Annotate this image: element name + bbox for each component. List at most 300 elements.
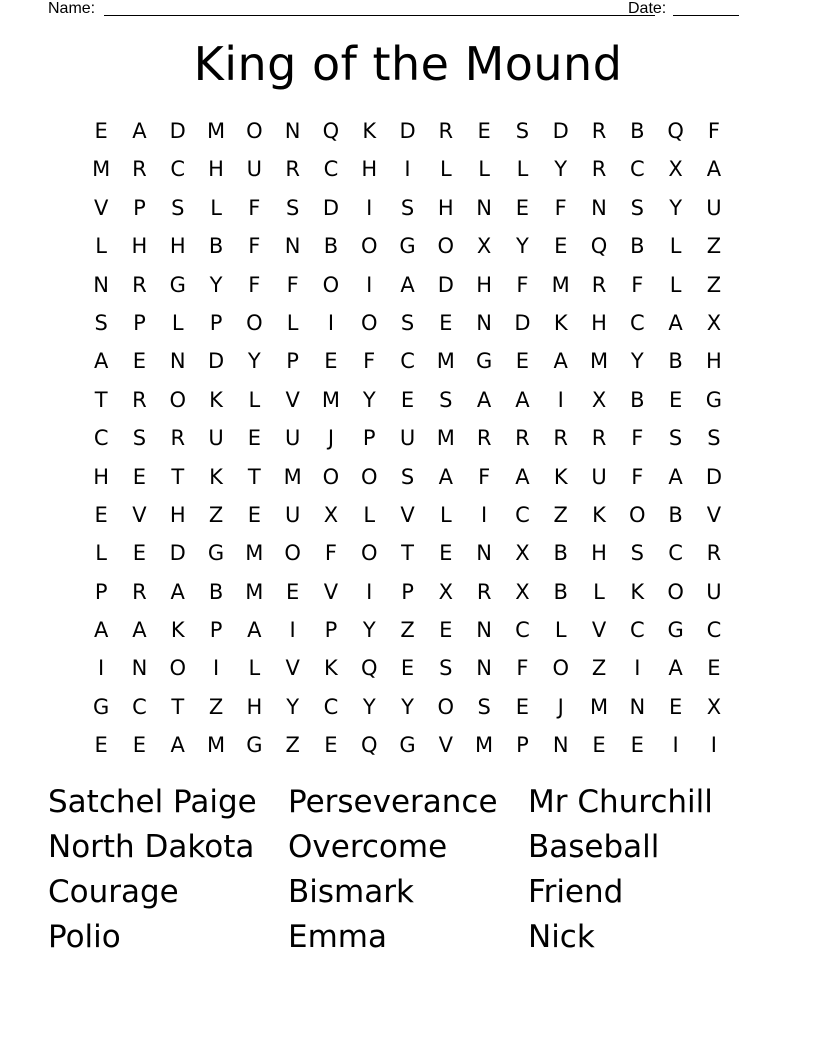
page-title: King of the Mound	[193, 37, 623, 91]
grid-letter[interactable]: C	[515, 502, 530, 527]
grid-letter[interactable]: Y	[286, 694, 300, 719]
grid-letter[interactable]: X	[323, 502, 339, 527]
grid-letter[interactable]: B	[668, 349, 683, 374]
grid-letter[interactable]: S	[94, 310, 108, 335]
grid-letter[interactable]: C	[515, 618, 530, 643]
grid-letter[interactable]: N	[591, 195, 607, 220]
grid-letter[interactable]: P	[324, 618, 338, 643]
grid-letter[interactable]: E	[592, 733, 606, 758]
grid-letter[interactable]: A	[247, 618, 262, 643]
grid-letter[interactable]: B	[208, 579, 224, 604]
grid-letter[interactable]: E	[285, 579, 300, 604]
grid-letter[interactable]: U	[706, 195, 722, 220]
grid-letter[interactable]: T	[171, 694, 185, 719]
grid-letter[interactable]: G	[399, 733, 416, 758]
grid-letter[interactable]: O	[246, 119, 263, 143]
grid-letter[interactable]: D	[399, 119, 416, 143]
grid-letter[interactable]: K	[209, 464, 223, 489]
grid-letter[interactable]: Z	[553, 502, 568, 527]
grid-letter[interactable]: E	[247, 502, 261, 527]
grid-letter[interactable]: K	[592, 502, 606, 527]
grid-letter[interactable]: N	[93, 272, 109, 297]
grid-row	[82, 227, 733, 265]
grid-letter[interactable]: P	[516, 733, 529, 758]
grid-letter[interactable]: L	[171, 310, 184, 335]
grid-letter[interactable]: A	[170, 579, 185, 604]
grid-letter[interactable]: X	[476, 234, 492, 259]
grid-letter[interactable]: S	[439, 387, 453, 412]
grid-letter[interactable]: Y	[362, 694, 376, 719]
grid-letter[interactable]: O	[246, 310, 263, 335]
grid-letter[interactable]: S	[515, 119, 530, 143]
grid-letter[interactable]: A	[706, 157, 722, 182]
grid-letter[interactable]: H	[93, 464, 110, 489]
grid-letter[interactable]: E	[324, 349, 338, 374]
grid-letter[interactable]: D	[169, 119, 186, 143]
grid-letter[interactable]: F	[248, 234, 261, 259]
grid-letter[interactable]: E	[668, 387, 683, 412]
grid-letter[interactable]: I	[327, 310, 335, 335]
grid-letter[interactable]: Y	[247, 349, 261, 374]
grid-letter[interactable]: R	[476, 426, 492, 451]
grid-letter[interactable]: I	[366, 579, 373, 604]
grid-letter[interactable]: M	[589, 349, 609, 374]
grid-letter[interactable]: O	[360, 234, 378, 259]
grid-letter[interactable]: R	[132, 579, 147, 604]
grid-letter[interactable]: F	[631, 272, 644, 297]
grid-letter[interactable]: I	[634, 656, 641, 681]
grid-letter[interactable]: L	[439, 502, 452, 527]
grid-letter[interactable]: M	[206, 119, 226, 143]
grid-letter[interactable]: Q	[360, 733, 378, 758]
grid-letter[interactable]: N	[169, 349, 186, 374]
grid-letter[interactable]: C	[668, 541, 683, 566]
grid-letter[interactable]: L	[95, 541, 107, 566]
grid-letter[interactable]: O	[552, 656, 569, 681]
grid-letter[interactable]: L	[478, 157, 490, 182]
grid-letter[interactable]: K	[324, 656, 338, 681]
grid-letter[interactable]: H	[591, 541, 607, 566]
grid-letter[interactable]: B	[323, 234, 339, 259]
grid-letter[interactable]: B	[553, 541, 568, 566]
grid-letter[interactable]: F	[516, 272, 529, 297]
grid-letter[interactable]: C	[170, 157, 186, 182]
grid-letter[interactable]: O	[360, 464, 378, 489]
grid-letter[interactable]: Z	[208, 694, 224, 719]
grid-letter[interactable]: X	[515, 579, 530, 604]
grid-letter[interactable]: R	[132, 157, 147, 182]
grid-letter[interactable]: N	[476, 195, 492, 220]
grid-letter[interactable]: F	[516, 656, 529, 681]
grid-letter[interactable]: A	[400, 272, 415, 297]
grid-letter[interactable]: R	[132, 387, 147, 412]
word-bank-item: North Dakota	[48, 829, 255, 865]
grid-letter[interactable]: X	[438, 579, 454, 604]
grid-letter[interactable]: V	[706, 502, 722, 527]
grid-letter[interactable]: I	[366, 195, 373, 220]
grid-letter[interactable]: E	[515, 694, 530, 719]
grid-letter[interactable]: T	[401, 541, 414, 566]
grid-letter[interactable]: L	[554, 618, 567, 643]
grid-letter[interactable]: U	[591, 464, 607, 489]
grid-letter[interactable]: O	[360, 541, 378, 566]
grid-letter[interactable]: D	[322, 195, 340, 220]
grid-letter[interactable]: S	[171, 195, 185, 220]
grid-letter[interactable]: K	[362, 119, 377, 143]
grid-letter[interactable]: E	[439, 541, 453, 566]
grid-letter[interactable]: M	[245, 541, 264, 566]
grid-letter[interactable]: C	[629, 618, 645, 643]
grid-letter[interactable]: F	[631, 426, 644, 451]
grid-letter[interactable]: D	[705, 464, 722, 489]
grid-letter[interactable]: K	[630, 579, 645, 604]
grid-letter[interactable]: K	[170, 618, 185, 643]
grid-letter[interactable]: I	[98, 656, 105, 681]
grid-letter[interactable]: V	[285, 656, 300, 681]
grid-letter[interactable]: H	[591, 310, 607, 335]
grid-letter[interactable]: F	[554, 195, 567, 220]
grid-letter[interactable]: F	[248, 272, 261, 297]
grid-letter[interactable]: X	[668, 157, 683, 182]
grid-letter[interactable]: L	[593, 579, 605, 604]
grid-letter[interactable]: S	[630, 195, 644, 220]
grid-letter[interactable]: P	[133, 310, 146, 335]
grid-letter[interactable]: R	[591, 426, 607, 451]
grid-letter[interactable]: O	[169, 387, 186, 412]
grid-letter[interactable]: Z	[706, 234, 722, 259]
grid-letter[interactable]: E	[400, 656, 415, 681]
grid-letter[interactable]: F	[286, 272, 299, 297]
grid-letter[interactable]: C	[629, 157, 645, 182]
grid-letter[interactable]: D	[207, 349, 225, 374]
grid-letter[interactable]: F	[631, 464, 644, 489]
grid-letter[interactable]: L	[439, 157, 452, 182]
grid-letter[interactable]: O	[667, 579, 684, 604]
grid-letter[interactable]: A	[668, 464, 683, 489]
grid-letter[interactable]: R	[591, 119, 607, 143]
grid-letter[interactable]: G	[169, 272, 186, 297]
grid-letter[interactable]: K	[553, 310, 568, 335]
grid-letter[interactable]: R	[706, 541, 722, 566]
date-blank-line[interactable]	[673, 15, 739, 16]
grid-letter[interactable]: H	[246, 694, 263, 719]
grid-letter[interactable]: N	[552, 733, 569, 758]
grid-letter[interactable]: G	[246, 733, 263, 758]
grid-letter[interactable]: L	[516, 157, 529, 182]
grid-letter[interactable]: Q	[322, 119, 340, 143]
grid-letter[interactable]: I	[557, 387, 564, 412]
grid-letter[interactable]: H	[131, 234, 148, 259]
grid-letter[interactable]: O	[284, 541, 301, 566]
grid-letter[interactable]: A	[132, 618, 147, 643]
grid-letter[interactable]: I	[672, 733, 679, 758]
grid-letter[interactable]: Y	[401, 694, 414, 719]
grid-letter[interactable]: S	[400, 195, 415, 220]
grid-letter[interactable]: S	[477, 694, 491, 719]
grid-letter[interactable]: P	[362, 426, 376, 451]
grid-letter[interactable]: E	[324, 733, 338, 758]
grid-letter[interactable]: M	[245, 579, 264, 604]
grid-letter[interactable]: E	[515, 349, 530, 374]
grid-letter[interactable]: S	[132, 426, 147, 451]
grid-letter[interactable]: H	[169, 234, 186, 259]
grid-letter[interactable]: C	[93, 426, 109, 451]
grid-letter[interactable]: E	[94, 119, 108, 143]
grid-letter[interactable]: T	[247, 464, 261, 489]
grid-letter[interactable]: Y	[669, 195, 683, 220]
grid-letter[interactable]: R	[132, 272, 147, 297]
grid-letter[interactable]: R	[591, 157, 607, 182]
grid-letter[interactable]: E	[94, 733, 108, 758]
grid-letter[interactable]: T	[171, 464, 185, 489]
grid-letter[interactable]: V	[591, 618, 607, 643]
grid-letter[interactable]: A	[93, 618, 109, 643]
grid-letter[interactable]: A	[132, 119, 147, 143]
grid-letter[interactable]: H	[208, 157, 224, 182]
grid-row	[82, 150, 733, 188]
grid-letter[interactable]: M	[551, 272, 570, 297]
grid-letter[interactable]: R	[285, 157, 300, 182]
grid-letter[interactable]: K	[209, 387, 223, 412]
grid-letter[interactable]: B	[630, 234, 645, 259]
grid-letter[interactable]: D	[552, 119, 569, 143]
grid-letter[interactable]: V	[132, 502, 147, 527]
grid-letter[interactable]: B	[668, 502, 683, 527]
grid-letter[interactable]: A	[668, 656, 683, 681]
grid-letter[interactable]: J	[327, 426, 335, 451]
grid-letter[interactable]: E	[439, 618, 453, 643]
grid-letter[interactable]: M	[206, 733, 226, 758]
grid-letter[interactable]: H	[437, 195, 454, 220]
grid-letter[interactable]: A	[515, 464, 530, 489]
grid-letter[interactable]: A	[438, 464, 453, 489]
grid-letter[interactable]: M	[589, 694, 609, 719]
grid-letter[interactable]: O	[437, 694, 455, 719]
grid-letter[interactable]: I	[710, 733, 717, 758]
name-label: Name:	[48, 0, 96, 17]
grid-letter[interactable]: E	[247, 426, 261, 451]
word-bank-item: Bismark	[288, 874, 414, 910]
grid-letter[interactable]: H	[706, 349, 722, 374]
grid-letter[interactable]: S	[707, 426, 721, 451]
grid-letter[interactable]: Y	[362, 387, 376, 412]
grid-letter[interactable]: Y	[362, 618, 376, 643]
grid-letter[interactable]: L	[248, 656, 261, 681]
grid-letter[interactable]: C	[706, 618, 722, 643]
grid-letter[interactable]: C	[323, 157, 339, 182]
grid-letter[interactable]: Z	[400, 618, 415, 643]
grid-letter[interactable]: Y	[209, 272, 223, 297]
grid-letter[interactable]: C	[132, 694, 147, 719]
grid-letter[interactable]: O	[169, 656, 186, 681]
grid-letter[interactable]: M	[283, 464, 302, 489]
grid-letter[interactable]: A	[93, 349, 109, 374]
grid-letter[interactable]: S	[400, 464, 415, 489]
grid-letter[interactable]: I	[481, 502, 488, 527]
grid-letter[interactable]: J	[557, 694, 564, 719]
grid-letter[interactable]: D	[437, 272, 454, 297]
grid-letter[interactable]: E	[132, 541, 147, 566]
grid-letter[interactable]: O	[437, 234, 455, 259]
grid-letter[interactable]: R	[170, 426, 186, 451]
grid-letter[interactable]: P	[209, 618, 223, 643]
grid-letter[interactable]: U	[706, 579, 722, 604]
grid-letter[interactable]: C	[323, 694, 339, 719]
grid-letter[interactable]: E	[515, 195, 530, 220]
word-bank-item: Perseverance	[288, 784, 498, 820]
grid-letter[interactable]: U	[284, 502, 301, 527]
grid-letter[interactable]: P	[286, 349, 299, 374]
grid-letter[interactable]: N	[476, 618, 492, 643]
grid-letter[interactable]: Y	[554, 157, 568, 182]
grid-letter[interactable]: B	[630, 119, 645, 143]
grid-letter[interactable]: F	[478, 464, 491, 489]
grid-letter[interactable]: L	[669, 272, 682, 297]
grid-letter[interactable]: C	[629, 310, 645, 335]
grid-letter[interactable]: Q	[667, 119, 684, 143]
grid-letter[interactable]: E	[132, 349, 147, 374]
grid-letter[interactable]: I	[366, 272, 373, 297]
grid-letter[interactable]: G	[207, 541, 225, 566]
grid-letter[interactable]: F	[363, 349, 376, 374]
grid-letter[interactable]: P	[401, 579, 414, 604]
grid-letter[interactable]: H	[476, 272, 493, 297]
grid-letter[interactable]: N	[476, 656, 492, 681]
grid-row	[82, 342, 733, 380]
grid-letter[interactable]: Z	[706, 272, 722, 297]
grid-letter[interactable]: L	[286, 310, 299, 335]
grid-letter[interactable]: L	[248, 387, 261, 412]
grid-letter[interactable]: E	[400, 387, 415, 412]
grid-letter[interactable]: A	[668, 310, 683, 335]
grid-letter[interactable]: F	[707, 119, 720, 143]
grid-letter[interactable]: H	[361, 157, 378, 182]
grid-letter[interactable]: L	[363, 502, 376, 527]
grid-letter[interactable]: E	[132, 464, 147, 489]
grid-letter[interactable]: H	[169, 502, 186, 527]
grid-letter[interactable]: Y	[630, 349, 644, 374]
grid-letter[interactable]: M	[321, 387, 340, 412]
grid-letter[interactable]: G	[399, 234, 416, 259]
grid-letter[interactable]: O	[629, 502, 646, 527]
grid-letter[interactable]: Z	[285, 733, 300, 758]
grid-letter[interactable]: L	[669, 234, 682, 259]
grid-letter[interactable]: A	[553, 349, 568, 374]
grid-letter[interactable]: R	[553, 426, 568, 451]
grid-letter[interactable]: G	[667, 618, 684, 643]
grid-letter[interactable]: X	[515, 541, 530, 566]
grid-letter[interactable]: M	[475, 733, 494, 758]
grid-letter[interactable]: U	[399, 426, 416, 451]
grid-letter[interactable]: S	[400, 310, 415, 335]
grid-letter[interactable]: O	[322, 464, 340, 489]
grid-letter[interactable]: S	[668, 426, 683, 451]
grid-letter[interactable]: N	[284, 119, 301, 143]
grid-letter[interactable]: R	[515, 426, 530, 451]
grid-letter[interactable]: Z	[208, 502, 224, 527]
grid-letter[interactable]: I	[212, 656, 220, 681]
grid-letter[interactable]: I	[289, 618, 296, 643]
grid-letter[interactable]: L	[210, 195, 222, 220]
grid-letter[interactable]: A	[515, 387, 530, 412]
grid-letter[interactable]: E	[668, 694, 683, 719]
grid-letter[interactable]: X	[706, 310, 722, 335]
grid-letter[interactable]: Z	[591, 656, 607, 681]
name-blank-line[interactable]	[104, 15, 655, 16]
grid-letter[interactable]: N	[629, 694, 646, 719]
grid-letter[interactable]: X	[591, 387, 607, 412]
grid-letter[interactable]: E	[554, 234, 568, 259]
grid-letter[interactable]: V	[438, 733, 453, 758]
grid-letter[interactable]: E	[132, 733, 147, 758]
grid-letter[interactable]: V	[93, 195, 109, 220]
grid-letter[interactable]: O	[360, 310, 378, 335]
grid-letter[interactable]: M	[436, 426, 455, 451]
grid-letter[interactable]: B	[208, 234, 224, 259]
grid-letter[interactable]: G	[475, 349, 493, 374]
grid-letter[interactable]: A	[170, 733, 185, 758]
grid-letter[interactable]: E	[477, 119, 491, 143]
grid-letter[interactable]: G	[705, 387, 723, 412]
grid-letter[interactable]: F	[248, 195, 261, 220]
grid-letter[interactable]: Q	[590, 234, 608, 259]
grid-letter[interactable]: U	[208, 426, 224, 451]
grid-letter[interactable]: R	[438, 119, 454, 143]
grid-letter[interactable]: Q	[360, 656, 378, 681]
grid-letter[interactable]: U	[246, 157, 263, 182]
grid-letter[interactable]: E	[439, 310, 453, 335]
grid-letter[interactable]: N	[476, 310, 492, 335]
grid-letter[interactable]: P	[209, 310, 223, 335]
grid-letter[interactable]: D	[514, 310, 531, 335]
grid-letter[interactable]: V	[400, 502, 415, 527]
grid-letter[interactable]: N	[131, 656, 148, 681]
grid-letter[interactable]: V	[323, 579, 339, 604]
grid-letter[interactable]: N	[284, 234, 301, 259]
grid-letter[interactable]: V	[285, 387, 300, 412]
grid-letter[interactable]: D	[169, 541, 186, 566]
grid-letter[interactable]: M	[436, 349, 455, 374]
grid-letter[interactable]: E	[630, 733, 644, 758]
grid-letter[interactable]: T	[94, 387, 108, 412]
grid-letter[interactable]: Y	[516, 234, 529, 259]
grid-letter[interactable]: G	[93, 694, 110, 719]
grid-letter[interactable]: R	[476, 579, 492, 604]
grid-letter[interactable]: C	[400, 349, 415, 374]
grid-letter[interactable]: O	[322, 272, 340, 297]
grid-letter[interactable]: F	[324, 541, 337, 566]
grid-letter[interactable]: X	[706, 694, 722, 719]
grid-letter[interactable]: A	[476, 387, 492, 412]
grid-letter[interactable]: S	[285, 195, 300, 220]
grid-row	[82, 112, 733, 150]
grid-letter[interactable]: U	[284, 426, 301, 451]
grid-letter[interactable]: N	[476, 541, 492, 566]
grid-letter[interactable]: K	[553, 464, 568, 489]
grid-letter[interactable]: E	[707, 656, 721, 681]
grid-letter[interactable]: R	[591, 272, 607, 297]
grid-letter[interactable]: P	[94, 579, 108, 604]
grid-letter[interactable]: B	[553, 579, 568, 604]
grid-letter[interactable]: S	[630, 541, 644, 566]
grid-letter[interactable]: I	[404, 157, 411, 182]
grid-letter[interactable]: S	[439, 656, 453, 681]
grid-letter[interactable]: P	[133, 195, 146, 220]
grid-letter[interactable]: E	[94, 502, 108, 527]
grid-letter[interactable]: B	[630, 387, 645, 412]
grid-letter[interactable]: L	[95, 234, 107, 259]
grid-letter[interactable]: M	[92, 157, 111, 182]
